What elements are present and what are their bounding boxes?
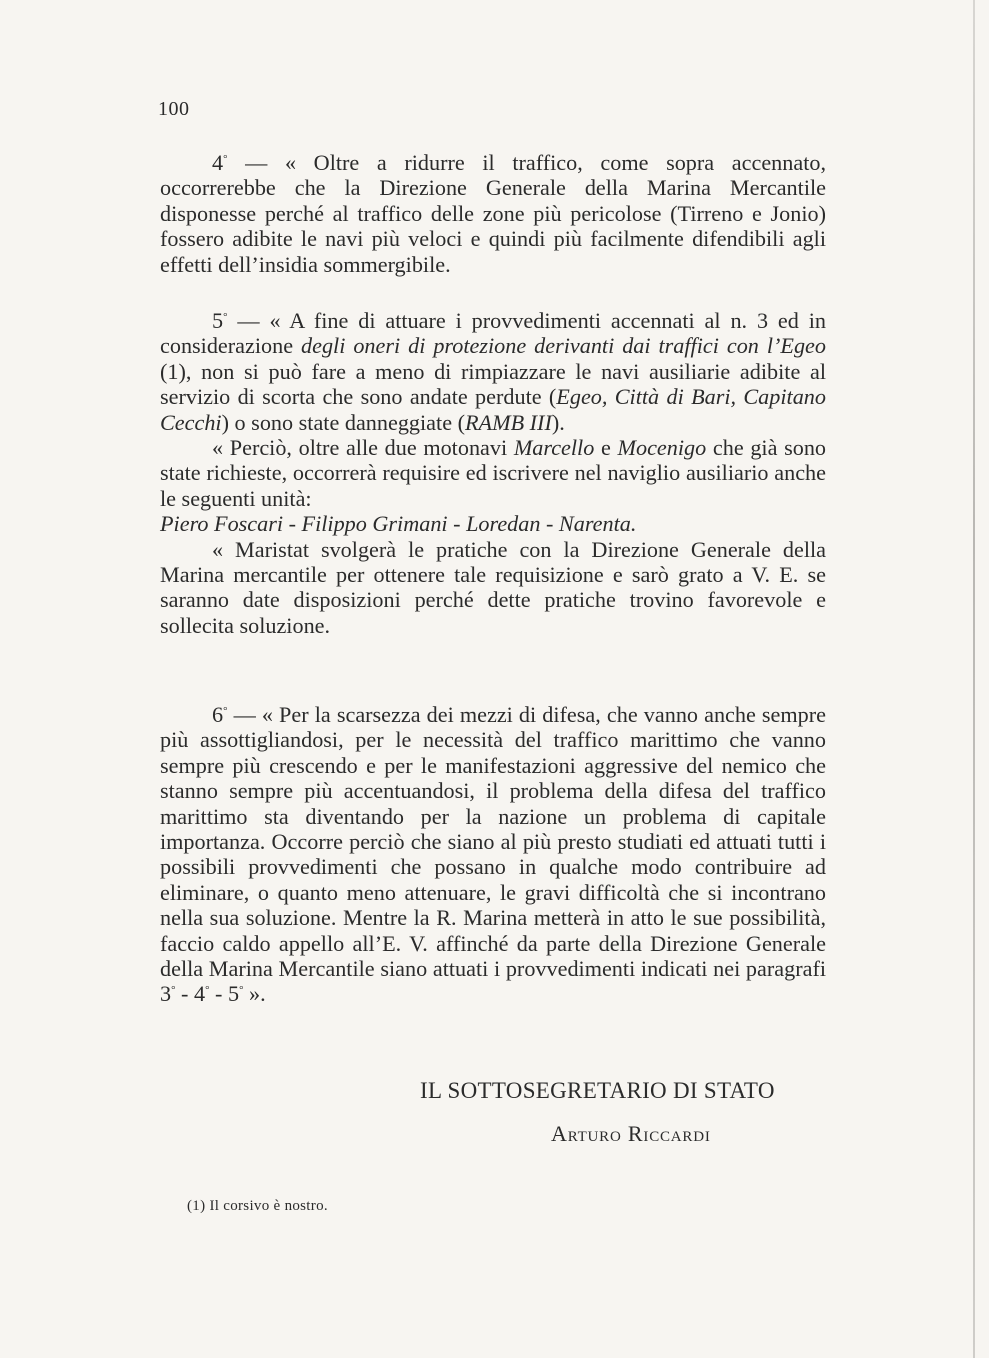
section-4	[160, 150, 826, 277]
signature-name: Arturo Riccardi	[551, 1121, 711, 1146]
section-4-paragraph	[160, 150, 826, 277]
section-5-paragraph-1	[160, 308, 826, 435]
section-5-lead: — « A fine di attuare i provvedimenti accennati al n. 3 ed in considerazione	[160, 308, 827, 359]
degree-mark: °	[205, 984, 210, 997]
degree-mark: °	[239, 984, 244, 997]
section-6-text: -	[209, 981, 228, 1007]
section-5-paragraph-3: « Maristat svolgerà le pratiche con la Direzione Generale della Marina mercantile per ottenere tale requisizione e sarò grato a V. E. se saranno date disposizioni perché dette pratiche trovino favorevole e sollecita soluzione.	[160, 536, 826, 638]
section-5-text: ).	[551, 409, 565, 435]
section-4-number: 4	[212, 150, 224, 175]
motonave-marcello: Marcello	[513, 435, 595, 461]
degree-mark: °	[223, 705, 228, 717]
italic-phrase: degli oneri di protezione derivanti dai traffici con l’Egeo	[301, 333, 826, 359]
section-6	[160, 702, 826, 1007]
paragraph-ref: 3	[160, 981, 172, 1007]
paragraph-ref: 4	[193, 981, 206, 1007]
section-5-text: ) o sono state danneggiate (	[221, 409, 465, 435]
section-5-paragraph-2	[160, 435, 826, 511]
section-6-text: ».	[243, 981, 266, 1007]
section-6-number: 6	[212, 702, 224, 727]
section-5-number: 5	[212, 308, 224, 333]
paragraph-ref: 5	[227, 981, 240, 1007]
degree-mark: °	[223, 153, 228, 165]
motonave-mocenigo: Mocenigo	[617, 435, 707, 461]
section-4-text: — « Oltre a ridurre il traffico, come sopra accennato, occorrerebbe che la Direzione Generale della Marina Mercantile disponesse perché al traffico delle zone più pericolose (Tirreno e Jonio) fossero adibite le navi più veloci e quindi più facilmente difendibili agli effetti dell’insidia sommergibile.	[160, 150, 827, 277]
section-5-text: che già sono state richieste, occorrerà requisire ed iscrivere nel naviglio ausiliario anche le seguenti unità:	[160, 435, 827, 511]
section-5-text: « Perciò, oltre alle due motonavi	[212, 435, 514, 461]
section-5	[160, 308, 826, 638]
ships-list: Piero Foscari - Filippo Grimani - Loredan - Narenta.	[160, 511, 637, 537]
section-6-text: — « Per la scarsezza dei mezzi di difesa, che vanno anche sempre più assottigliandosi, per le necessità del traffico marittimo che vanno sempre più crescendo e per le manifestazioni aggressive del nemico che stanno sempre più accentuandosi, il problema della difesa del traffico marittimo sta diventando per la nazione un problema di capitale importanza. Occorre perciò che siano al più presto studiati ed attuati tutti i possibili provvedimenti che possano in qualche modo contribuire ad eliminare, o quanto meno attenuare, le gravi difficoltà che si incontrano nella sua soluzione. Mentre la R. Marina metterà in atto le sue possibilità, faccio caldo appello all’E. V. affinché da parte della Direzione Generale della Marina Mercantile siano attuati i provvedimenti indicati nei paragrafi	[160, 702, 826, 982]
lost-ships: Egeo, Città di Bari, Capitano Cecchi	[160, 384, 826, 435]
section-5-text: e	[594, 435, 618, 461]
degree-mark: °	[171, 984, 176, 997]
page-edge-shadow	[973, 0, 975, 1358]
page-number: 100	[158, 98, 190, 120]
degree-mark: °	[223, 311, 228, 323]
section-5-text: (1), non si può fare a meno di rimpiazzare le navi ausiliarie adibite al servizio di scorta che sono andate perdute (	[160, 358, 826, 410]
footnote: (1) Il corsivo è nostro.	[187, 1198, 328, 1214]
damaged-ship: RAMB III	[464, 409, 552, 435]
section-6-text: -	[175, 981, 194, 1007]
signature-role: IL SOTTOSEGRETARIO DI STATO	[420, 1078, 775, 1103]
section-6-paragraph	[160, 702, 826, 1007]
